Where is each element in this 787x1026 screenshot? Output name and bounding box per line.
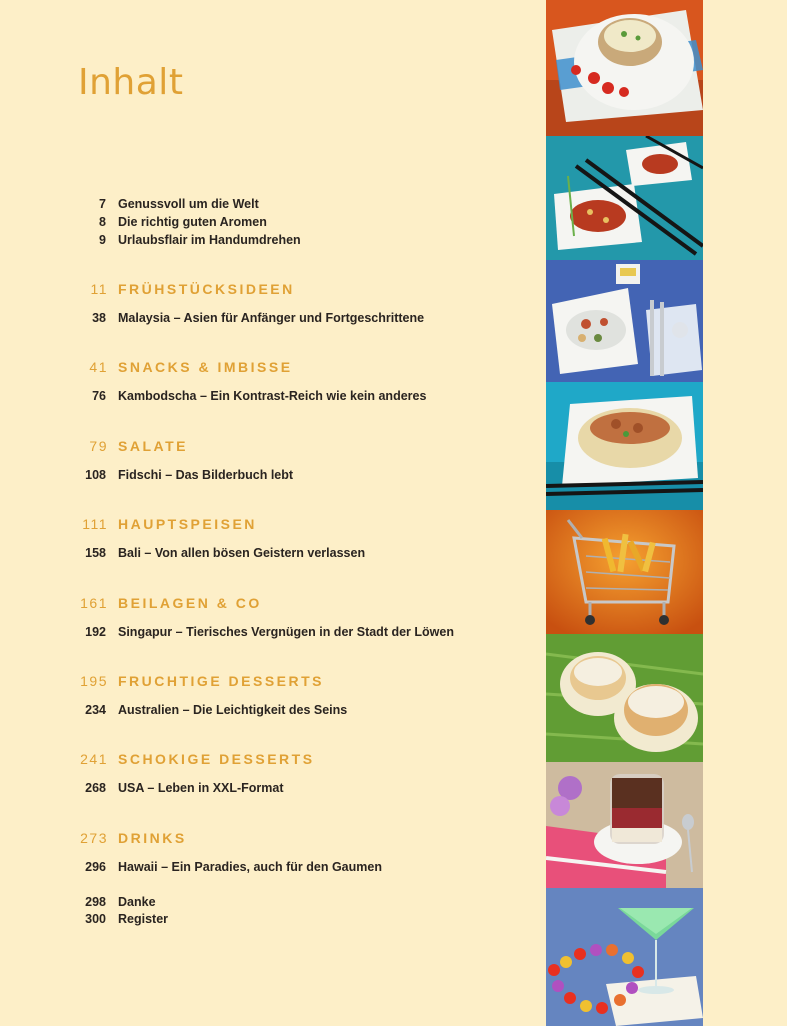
toc-page-number: 11 <box>90 281 108 297</box>
toc-entry[interactable] <box>0 194 540 214</box>
toc-page-number: 7 <box>99 197 106 211</box>
toc-section-title: BEILAGEN & CO <box>118 595 262 611</box>
toc-page-number: 268 <box>85 781 106 795</box>
seafood-plate-cutlery-photo <box>546 260 703 382</box>
toc-section-title: DRINKS <box>118 830 187 846</box>
page-margin <box>703 0 787 1026</box>
toc-page-number: 38 <box>92 311 106 325</box>
toc-entry[interactable] <box>0 386 540 406</box>
toc-entry[interactable] <box>0 700 540 720</box>
toc-page-number: 9 <box>99 233 106 247</box>
toc-entry-title: Urlaubsflair im Handumdrehen <box>118 233 301 247</box>
toc-section-title: SALATE <box>118 438 188 454</box>
toc-page-number: 234 <box>85 703 106 717</box>
green-cocktail-photo <box>546 888 703 1026</box>
potato-salad-bowl-photo <box>546 0 703 136</box>
toc-section-heading[interactable] <box>0 594 540 614</box>
toc-entry[interactable] <box>0 778 540 798</box>
page-title: Inhalt <box>78 62 184 103</box>
toc-page-number: 161 <box>80 595 108 611</box>
toc-page-number: 111 <box>82 516 108 532</box>
toc-section-heading[interactable] <box>0 672 540 692</box>
food-photo-strip <box>546 0 703 1026</box>
toc-entry-title: Danke <box>118 895 156 909</box>
toc-entry-title: Bali – Von allen bösen Geistern verlassen <box>118 546 366 560</box>
toc-page-number: 273 <box>80 830 108 846</box>
toc-page-number: 296 <box>85 860 106 874</box>
toc-page-number: 79 <box>89 438 108 454</box>
toc-section-heading[interactable] <box>0 437 540 457</box>
toc-page-number: 108 <box>85 468 106 482</box>
toc-section-heading[interactable] <box>0 515 540 535</box>
toc-section-title: FRUCHTIGE DESSERTS <box>118 673 325 689</box>
toc-section-heading[interactable] <box>0 358 540 378</box>
souffle-desserts-photo <box>546 634 703 762</box>
toc-page-number: 192 <box>85 625 106 639</box>
toc-entry-title: Malaysia – Asien für Anfänger und Fortgeschrittene <box>118 311 425 325</box>
toc-page-number: 298 <box>85 895 106 909</box>
toc-entry[interactable] <box>0 857 540 877</box>
toc-entry[interactable] <box>0 308 540 328</box>
toc-entry[interactable] <box>0 909 540 929</box>
toc-section-heading[interactable] <box>0 280 540 300</box>
toc-section-heading[interactable] <box>0 829 540 849</box>
toc-page-number: 195 <box>80 673 108 689</box>
toc-entry[interactable] <box>0 230 540 250</box>
shopping-cart-fries-photo <box>546 510 703 634</box>
toc-entry-title: Die richtig guten Aromen <box>118 215 267 229</box>
toc-entry[interactable] <box>0 212 540 232</box>
toc-page-number: 76 <box>92 389 106 403</box>
toc-page-number: 241 <box>80 751 108 767</box>
toc-page-number: 300 <box>85 912 106 926</box>
toc-section-title: FRÜHSTÜCKSIDEEN <box>118 281 295 297</box>
toc-section-title: HAUPTSPEISEN <box>118 516 257 532</box>
toc-page-number: 41 <box>89 359 108 375</box>
toc-entry-title: USA – Leben in XXL-Format <box>118 781 284 795</box>
toc-entry-title: Register <box>118 912 169 926</box>
toc-section-title: SNACKS & IMBISSE <box>118 359 293 375</box>
toc-section-heading[interactable] <box>0 750 540 770</box>
toc-entry[interactable] <box>0 465 540 485</box>
toc-entry-title: Kambodscha – Ein Kontrast-Reich wie kein anderes <box>118 389 427 403</box>
tuna-tartare-chopsticks-photo <box>546 136 703 260</box>
toc-page-number: 8 <box>99 215 106 229</box>
toc-entry[interactable] <box>0 622 540 642</box>
toc-entry-title: Fidschi – Das Bilderbuch lebt <box>118 468 294 482</box>
toc-entry-title: Australien – Die Leichtigkeit des Seins <box>118 703 348 717</box>
chocolate-parfait-photo <box>546 762 703 888</box>
toc-entry-title: Hawaii – Ein Paradies, auch für den Gaumen <box>118 860 382 874</box>
noodles-chopsticks-photo <box>546 382 703 510</box>
toc-entry[interactable] <box>0 543 540 563</box>
toc-page-number: 158 <box>85 546 106 560</box>
toc-section-title: SCHOKIGE DESSERTS <box>118 751 315 767</box>
toc-entry-title: Singapur – Tierisches Vergnügen in der Stadt der Löwen <box>118 625 454 639</box>
toc-entry-title: Genussvoll um die Welt <box>118 197 259 211</box>
